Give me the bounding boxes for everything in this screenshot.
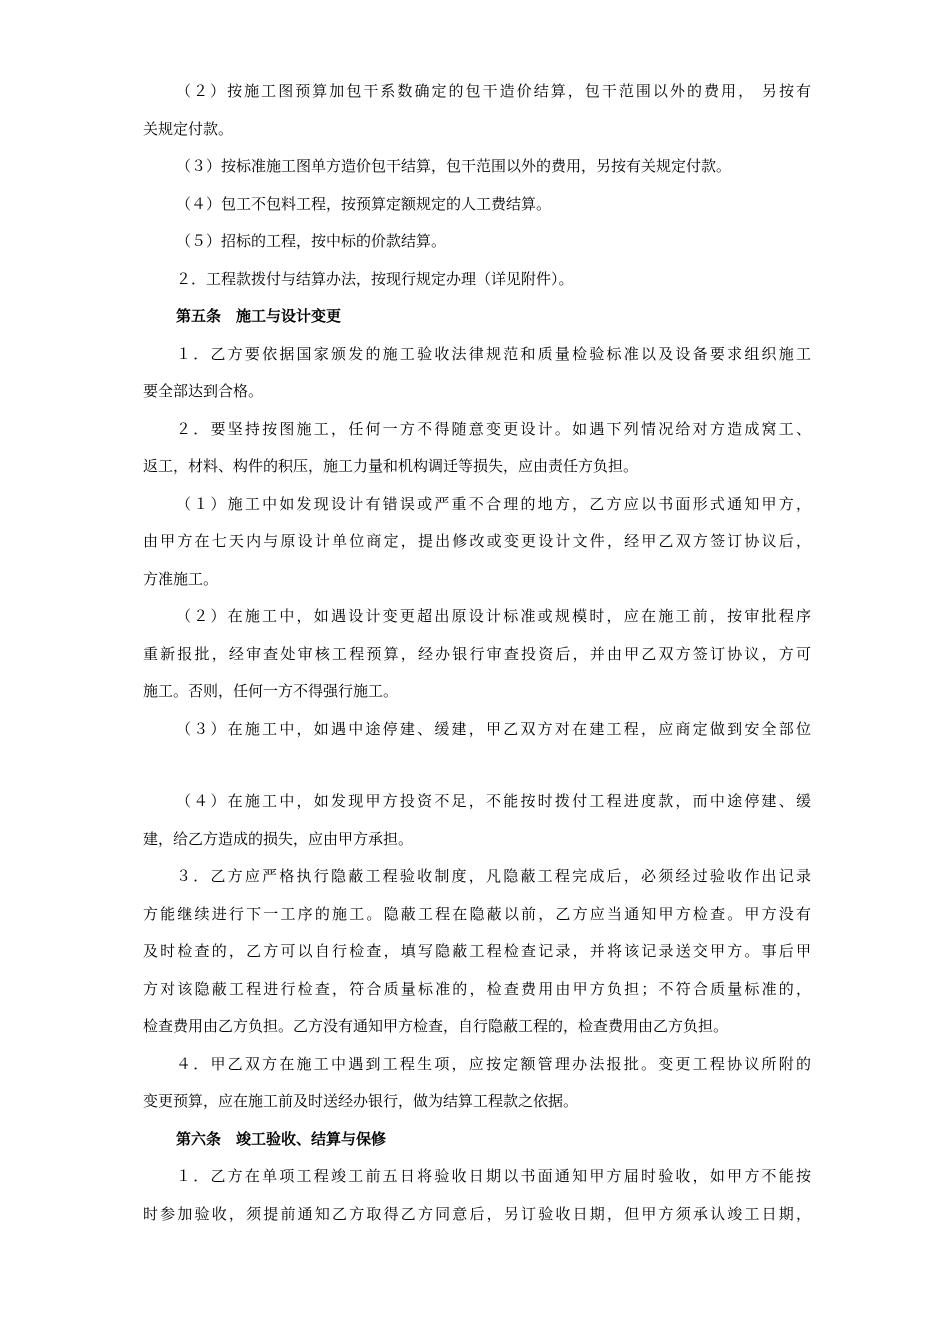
paragraph-line: （４）在施工中，如发现甲方投资不足，不能按时拨付工程进度款，而中途停建、缓 <box>176 792 811 810</box>
paragraph-line: 及时检查的，乙方可以自行检查，填写隐蔽工程检查记录，并将该记录送交甲方。事后甲 <box>143 942 811 960</box>
paragraph-line: 变更预算，应在施工前及时送经办银行，做为结算工程款之依据。 <box>143 1092 579 1110</box>
paragraph-line: １．乙方在单项工程竣工前五日将验收日期以书面通知甲方届时验收，如甲方不能按 <box>176 1167 811 1185</box>
paragraph-line: （２）按施工图预算加包干系数确定的包干造价结算，包干范围以外的费用， 另按有 <box>176 82 811 100</box>
paragraph-line: 时参加验收，须提前通知乙方取得乙方同意后，另订验收日期，但甲方须承认竣工日期， <box>143 1205 811 1223</box>
paragraph-line: （３）在施工中，如遇中途停建、缓建，甲乙双方对在建工程，应商定做到安全部位 <box>176 720 811 738</box>
paragraph-line: ４．甲乙双方在施工中遇到工程生项，应按定额管理办法报批。变更工程协议所附的 <box>176 1055 811 1073</box>
paragraph-line: ２．要坚持按图施工，任何一方不得随意变更设计。如遇下列情况给对方造成窝工、 <box>176 420 811 438</box>
paragraph-line: 检查费用由乙方负担。乙方没有通知甲方检查，自行隐蔽工程的，检查费用由乙方负担。 <box>143 1017 729 1035</box>
section-heading: 第五条 施工与设计变更 <box>176 307 342 325</box>
paragraph-line: ３．乙方应严格执行隐蔽工程验收制度，凡隐蔽工程完成后，必须经过验收作出记录 <box>176 867 811 885</box>
paragraph-line: 关规定付款。 <box>143 120 234 138</box>
paragraph-line: （３）按标准施工图单方造价包干结算，包干范围以外的费用，另按有关规定付款。 <box>176 157 732 175</box>
paragraph-line: （１）施工中如发现设计有错误或严重不合理的地方，乙方应以书面形式通知甲方， <box>176 495 811 513</box>
paragraph-line: 施工。否则，任何一方不得强行施工。 <box>143 682 399 700</box>
paragraph-line: 方能继续进行下一工序的施工。隐蔽工程在隐蔽以前，乙方应当通知甲方检查。甲方没有 <box>143 905 811 923</box>
paragraph-line: 方对该隐蔽工程进行检查，符合质量标准的，检查费用由甲方负担；不符合质量标准的， <box>143 980 811 998</box>
paragraph-line: １．乙方要依据国家颁发的施工验收法律规范和质量检验标准以及设备要求组织施工 <box>176 345 811 363</box>
paragraph-line: 方准施工。 <box>143 570 219 588</box>
paragraph-line: （４）包工不包料工程，按预算定额规定的人工费结算。 <box>176 195 552 213</box>
section-heading: 第六条 竣工验收、结算与保修 <box>176 1130 387 1148</box>
paragraph-line: 由甲方在七天内与原设计单位商定，提出修改或变更设计文件，经甲乙双方签订协议后， <box>143 532 811 550</box>
paragraph-line: 建，给乙方造成的损失，应由甲方承担。 <box>143 830 414 848</box>
paragraph-line: （２）在施工中，如遇设计变更超出原设计标准或规模时，应在施工前，按审批程序 <box>176 607 811 625</box>
paragraph-line: 重新报批，经审查处审核工程预算，经办银行审查投资后，并由甲乙双方签订协议，方可 <box>143 645 811 663</box>
paragraph-line: ２．工程款拨付与结算办法，按现行规定办理（详见附件）。 <box>176 270 574 288</box>
paragraph-line: 返工，材料、构件的积压，施工力量和机构调迁等损失，应由责任方负担。 <box>143 457 639 475</box>
paragraph-line: （５）招标的工程，按中标的价款结算。 <box>176 232 447 250</box>
paragraph-line: 要全部达到合格。 <box>143 382 264 400</box>
